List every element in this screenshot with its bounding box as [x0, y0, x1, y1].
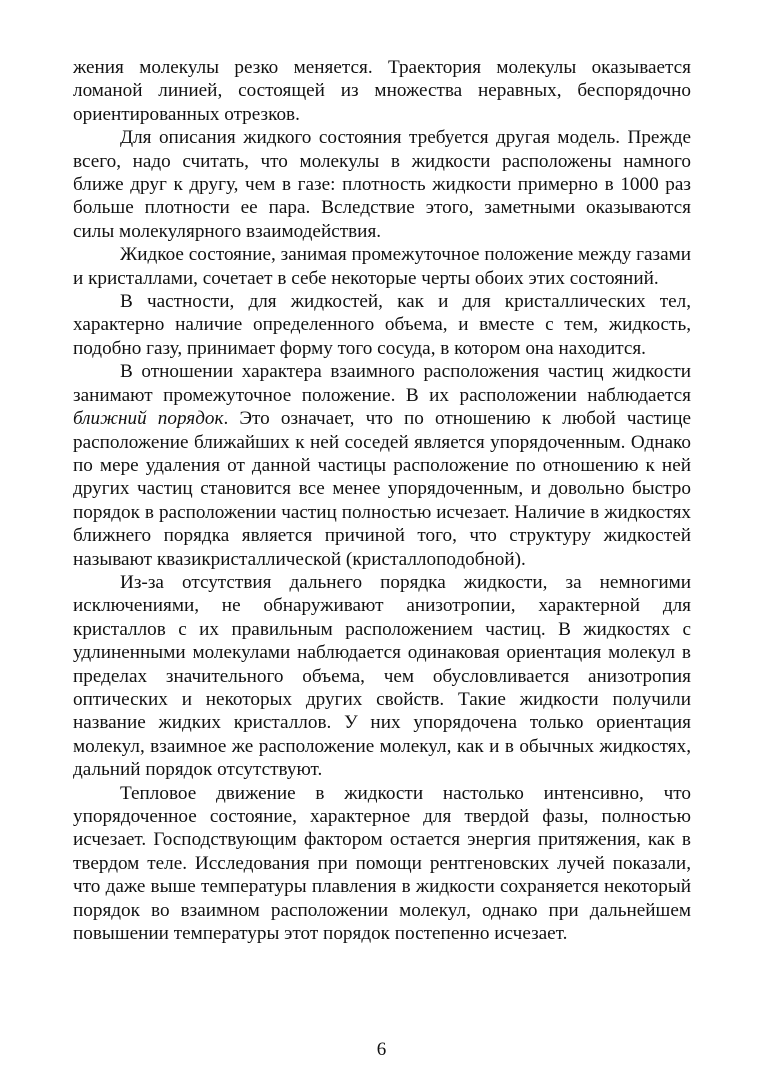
- short-range-order-term: ближний порядок: [73, 408, 224, 430]
- body-text: [73, 56, 691, 945]
- paragraph-short-range-order: [73, 360, 691, 571]
- paragraph-intermediate-state: Жидкое состояние, занимая промежуточное положение между газами и кристаллами, сочетает в себе некоторые черты обоих этих состояний.: [73, 244, 691, 289]
- paragraph-thermal-motion: Тепловое движение в жидкости настолько интенсивно, что упорядоченное состояние, характерное для твердой фазы, полностью исчезает. Господствующим фактором остается энергия притяжения, как в твердом теле. Исследования при помощи рентгеновских лучей показали, что даже выше температуры плавления в жидкости сохраняется некоторый порядок во взаимном расположении молекул, однако при дальнейшем повышении температуры этот порядок постепенно исчезает.: [73, 782, 691, 945]
- paragraph-liquid-model: Для описания жидкого состояния требуется другая модель. Прежде всего, надо считать, что молекулы в жидкости расположены намного ближе друг к другу, чем в газе: плотность жидкости примерно в 1000 раз больше плотности ее пара. Вследствие этого, заметными оказываются силы молекулярного взаимодействия.: [73, 127, 691, 242]
- paragraph-continuation: жения молекулы резко меняется. Траектория молекулы оказывается ломаной линией, состоящей из множества неравных, беспорядочно ориентированных отрезков.: [73, 57, 691, 125]
- paragraph-volume-shape: В частности, для жидкостей, как и для кристаллических тел, характерно наличие определенного объема, и вместе с тем, жидкость, подобно газу, принимает форму того сосуда, в котором она находится.: [73, 291, 691, 359]
- page-number: 6: [376, 1039, 387, 1060]
- short-range-order-text-before: В отношении характера взаимного расположения частиц жидкости занимают промежуточное положение. В их расположении наблюдается: [73, 361, 691, 406]
- short-range-order-text-after: . Это означает, что по отношению к любой частице расположение ближайших к ней соседей является упорядоченным. Однако по мере удаления от данной частицы расположение по отношению к ней других частиц становится все менее упорядоченным, и довольно быстро порядок в расположении частиц полностью исчезает. Наличие в жидкостях ближнего порядка является причиной того, что структуру жидкостей называют квазикристаллической (кристаллоподобной).: [73, 408, 691, 570]
- paragraph-liquid-crystals: Из-за отсутствия дальнего порядка жидкости, за немногими исключениями, не обнаруживают анизотропии, характерной для кристаллов с их правильным расположением частиц. В жидкостях с удлиненными молекулами наблюдается одинаковая ориентация молекул в пределах значительного объема, чем обусловливается анизотропия оптических и некоторых других свойств. Такие жидкости получили название жидких кристаллов. У них упорядочена только ориентация молекул, взаимное же расположение молекул, как и в обычных жидкостях, дальний порядок отсутствуют.: [73, 571, 691, 781]
